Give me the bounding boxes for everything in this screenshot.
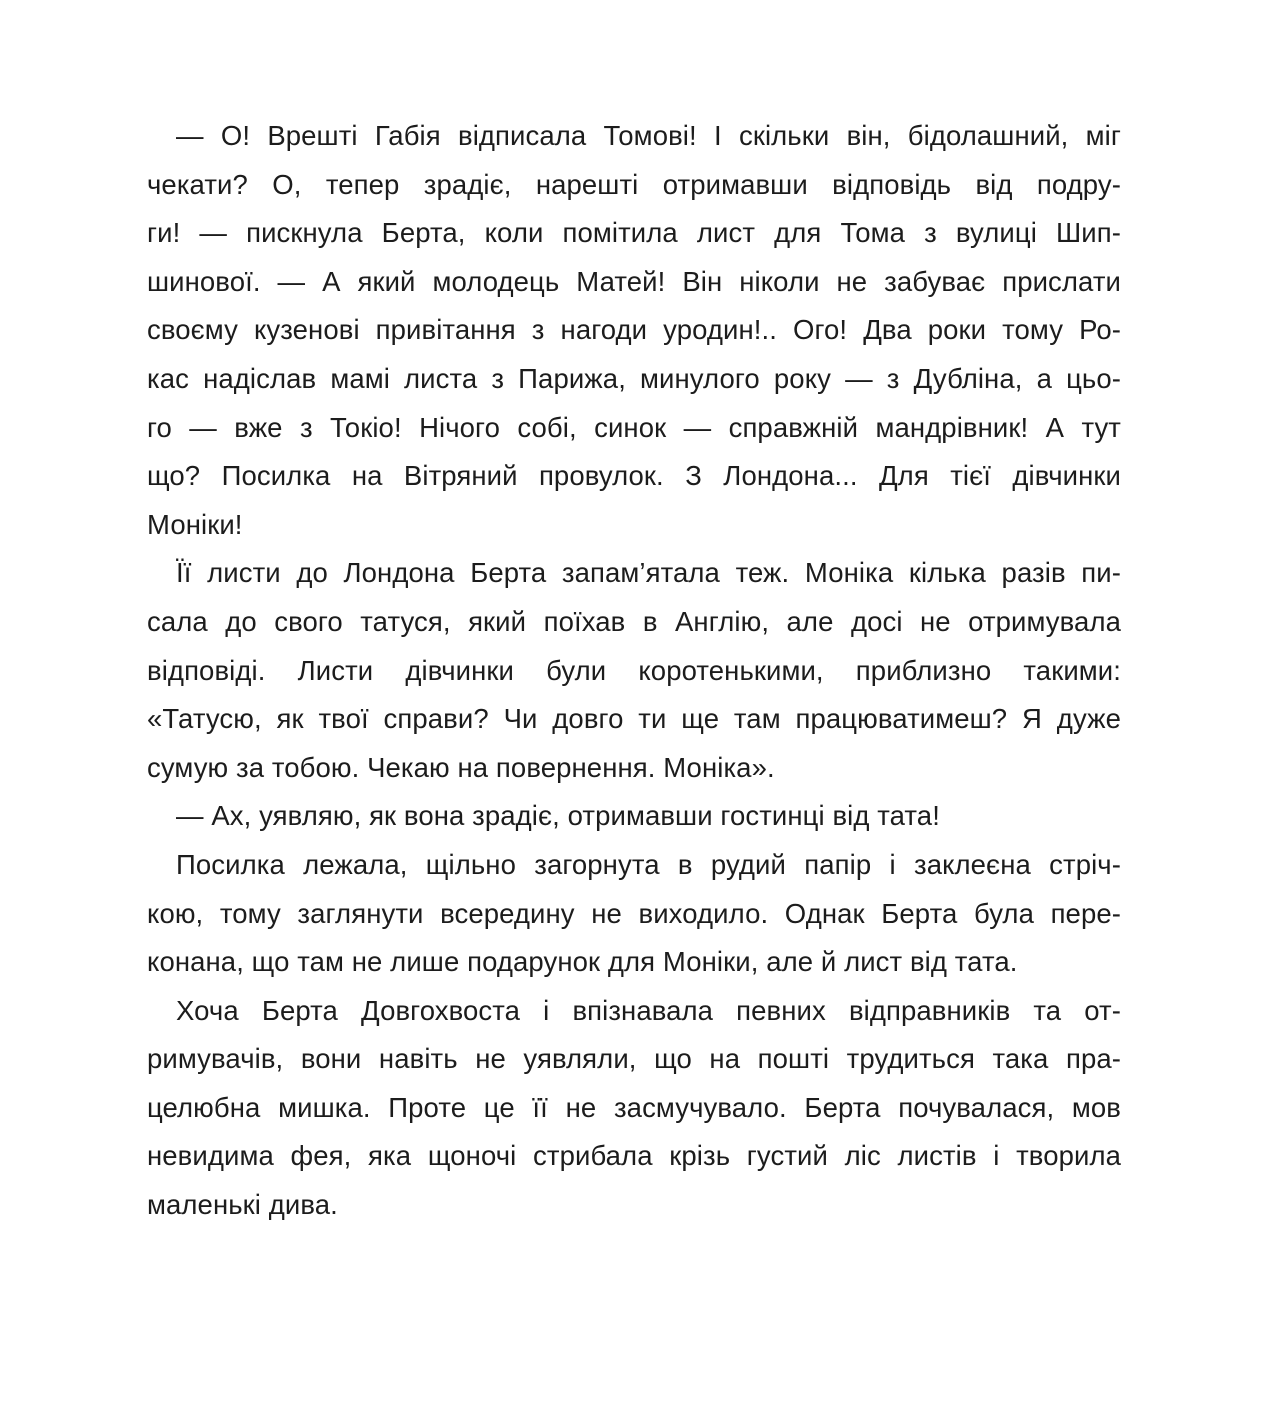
text-line: що? Посилка на Вітряний провулок. З Лондона... Для тієї дівчинки <box>147 460 1121 492</box>
text-line: Моніки! <box>147 508 243 540</box>
text-line: римувачів, вони навіть не уявляли, що на пошті трудиться така пра- <box>147 1043 1121 1075</box>
paragraph <box>147 549 1121 792</box>
text-line: кас надіслав мамі листа з Парижа, минулого року — з Дубліна, а цьо- <box>147 362 1121 394</box>
text-line: целюбна мишка. Проте це її не засмучувало. Берта почувалася, мов <box>147 1091 1121 1123</box>
text-line: Її листи до Лондона Берта запам’ятала теж. Моніка кілька разів пи- <box>176 557 1121 589</box>
text-line: «Татусю, як твої справи? Чи довго ти ще там працюватимеш? Я дуже <box>147 703 1121 735</box>
text-line: сумую за тобою. Чекаю на повернення. Моніка». <box>147 751 775 783</box>
text-line: невидима фея, яка щоночі стрибала крізь густий ліс листів і творила <box>147 1140 1121 1172</box>
text-line: Посилка лежала, щільно загорнута в рудий папір і заклеєна стріч- <box>176 848 1121 880</box>
text-line: — Ах, уявляю, як вона зрадіє, отримавши гостинці від тата! <box>176 800 940 832</box>
paragraph <box>147 987 1121 1230</box>
text-line: конана, що там не лише подарунок для Моніки, але й лист від тата. <box>147 946 1018 978</box>
text-line: відповіді. Листи дівчинки були коротенькими, приблизно такими: <box>147 654 1121 686</box>
text-line: Хоча Берта Довгохвоста і впізнавала певних відправників та от- <box>176 994 1121 1026</box>
text-line: сала до свого татуся, який поїхав в Англію, але досі не отримувала <box>147 605 1121 637</box>
text-block <box>147 112 1121 1230</box>
text-line: — О! Врешті Габія відписала Томові! І скільки він, бідолашний, міг <box>176 120 1121 151</box>
text-line: своєму кузенові привітання з нагоди уродин!.. Ого! Два роки тому Ро- <box>147 314 1121 346</box>
text-line: кою, тому заглянути всередину не виходило. Однак Берта була пере- <box>147 897 1121 929</box>
paragraph <box>147 792 1121 841</box>
text-line: маленькі дива. <box>147 1189 338 1221</box>
text-line: ги! — пискнула Берта, коли помітила лист для Тома з вулиці Шип- <box>147 217 1121 249</box>
paragraph <box>147 112 1121 549</box>
text-line: го — вже з Токіо! Нічого собі, синок — справжній мандрівник! А тут <box>147 411 1121 443</box>
paragraph <box>147 841 1121 987</box>
text-line: чекати? О, тепер зрадіє, нарешті отримавши відповідь від подру- <box>147 168 1121 200</box>
text-line: шинової. — А який молодець Матей! Він ніколи не забуває прислати <box>147 265 1121 297</box>
